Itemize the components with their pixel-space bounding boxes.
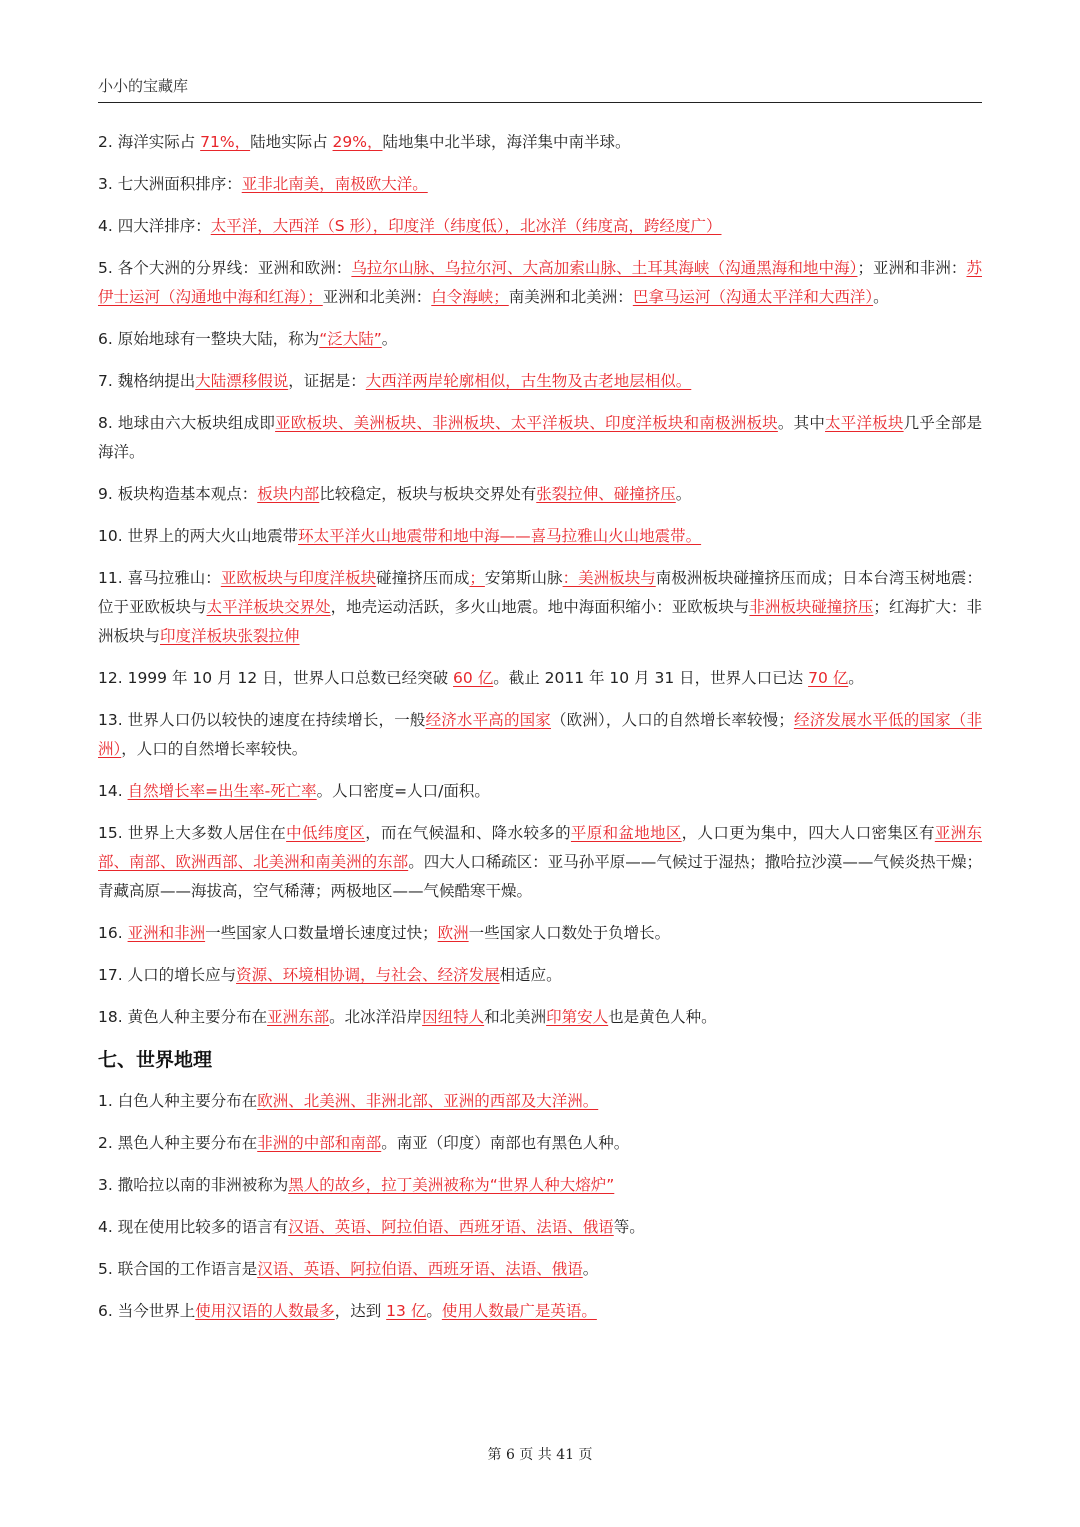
answer-highlight: 资源、环境相协调，与社会、经济发展 xyxy=(236,966,500,984)
answer-highlight: 经济发展水平低的国家（非洲） xyxy=(98,711,982,758)
answer-highlight: 太平洋板块 xyxy=(825,414,904,432)
note-text: 6. 原始地球有一整块大陆，称为 xyxy=(98,330,320,348)
note-text: 一些国家人口数处于负增长。 xyxy=(468,924,671,942)
note-text: 。人口密度=人口/面积。 xyxy=(316,782,490,800)
note-text: 5. 各个大洲的分界线：亚洲和欧洲： xyxy=(98,259,352,277)
answer-highlight: “泛大陆” xyxy=(319,330,382,348)
note-text: 碰撞挤压而成 xyxy=(376,569,470,587)
answer-highlight: 自然增长率=出生率-死亡率 xyxy=(127,782,317,800)
note-text: 和北美洲 xyxy=(484,1008,547,1026)
note-item xyxy=(98,664,982,693)
answer-highlight: 苏伊士运河（沟通地中海和红海）； xyxy=(98,259,982,306)
note-text: 1. 白色人种主要分布在 xyxy=(98,1092,258,1110)
document-body xyxy=(98,128,982,1339)
note-text: 14. xyxy=(98,782,128,800)
note-text: 也是黄色人种。 xyxy=(608,1008,717,1026)
answer-highlight: 亚欧板块、美洲板块、非洲板块、太平洋板块、印度洋板块和南极洲板块 xyxy=(275,414,778,432)
note-item xyxy=(98,1087,982,1116)
note-text: 7. 魏格纳提出 xyxy=(98,372,196,390)
note-text: 13. 世界人口仍以较快的速度在持续增长，一般 xyxy=(98,711,426,729)
note-text: 6. 当今世界上 xyxy=(98,1302,196,1320)
answer-highlight: 中低纬度区 xyxy=(286,824,366,842)
answer-highlight: 使用汉语的人数最多 xyxy=(195,1302,335,1320)
note-item xyxy=(98,1213,982,1242)
note-item xyxy=(98,128,982,157)
answer-highlight: 亚洲和非洲 xyxy=(127,924,206,942)
section-heading: 七、世界地理 xyxy=(98,1049,213,1071)
note-text: ，地壳运动活跃，多火山地震。地中海面积缩小：亚欧板块与 xyxy=(330,598,750,616)
header-title: 小小的宝藏库 xyxy=(98,77,189,95)
answer-highlight: 因纽特人 xyxy=(422,1008,485,1026)
note-item xyxy=(98,1297,982,1326)
note-text: （欧洲），人口的自然增长率较慢； xyxy=(550,711,794,729)
answer-highlight: 大陆漂移假说 xyxy=(195,372,289,390)
answer-highlight: 板块内部 xyxy=(257,485,320,503)
note-text: 。其中 xyxy=(777,414,826,432)
answer-highlight: 巴拿马运河（沟通太平洋和大西洋） xyxy=(632,288,874,306)
answer-highlight: ：美洲板块与 xyxy=(562,569,656,587)
note-text: 。 xyxy=(381,330,398,348)
note-item xyxy=(98,819,982,906)
note-text: ，人口更为集中，四大人口密集区有 xyxy=(681,824,935,842)
note-text: 3. 撒哈拉以南的非洲被称为 xyxy=(98,1176,289,1194)
answer-highlight: 欧洲、北美洲、非洲北部、亚洲的西部及大洋洲。 xyxy=(257,1092,599,1110)
note-text: 3. 七大洲面积排序： xyxy=(98,175,242,193)
note-text: ，人口的自然增长率较快。 xyxy=(121,740,308,758)
note-text: 几乎全部是海洋。 xyxy=(98,414,982,461)
note-text: 。 xyxy=(675,485,692,503)
note-text: 4. 现在使用比较多的语言有 xyxy=(98,1218,289,1236)
note-item xyxy=(98,777,982,806)
note-text: 15. 世界上大多数人居住在 xyxy=(98,824,287,842)
note-item xyxy=(98,212,982,241)
answer-highlight: 71%， xyxy=(200,133,251,151)
answer-highlight: 亚洲东部 xyxy=(267,1008,330,1026)
note-text: 。北冰洋沿岸 xyxy=(329,1008,423,1026)
answer-highlight: 太平洋板块交界处 xyxy=(206,598,331,616)
answer-highlight: 环太平洋火山地震带和地中海——喜马拉雅山火山地震带。 xyxy=(298,527,702,545)
answer-highlight: 张裂拉伸、碰撞挤压 xyxy=(536,485,676,503)
answer-highlight: 13 亿 xyxy=(386,1302,427,1320)
note-text: 5. 联合国的工作语言是 xyxy=(98,1260,258,1278)
note-text: ；亚洲和非洲： xyxy=(857,259,967,277)
answer-highlight: 太平洋，大西洋（S 形），印度洋（纬度低），北冰洋（纬度高，跨经度广） xyxy=(210,217,722,235)
answer-highlight: 汉语、英语、阿拉伯语、西班牙语、法语、俄语 xyxy=(257,1260,583,1278)
answer-highlight: 印度洋板块张裂拉伸 xyxy=(160,627,300,645)
note-text: 18. 黄色人种主要分布在 xyxy=(98,1008,268,1026)
note-item xyxy=(98,1255,982,1284)
note-item xyxy=(98,325,982,354)
page-header xyxy=(98,72,982,103)
note-text: 一些国家人口数量增长速度过快； xyxy=(205,924,438,942)
note-text: 4. 四大洋排序： xyxy=(98,217,211,235)
answer-highlight: 非洲板块碰撞挤压 xyxy=(749,598,874,616)
answer-highlight: 白令海峡； xyxy=(431,288,509,306)
note-item xyxy=(98,1129,982,1158)
answer-highlight: 亚欧板块与印度洋板块 xyxy=(220,569,377,587)
note-text: 亚洲和北美洲： xyxy=(322,288,432,306)
note-text: 。截止 2011 年 10 月 31 日，世界人口已达 xyxy=(493,669,809,687)
note-text: 。 xyxy=(848,669,864,687)
note-item xyxy=(98,254,982,312)
note-text: 16. xyxy=(98,924,128,942)
notes-list-part1 xyxy=(98,128,982,1032)
note-item xyxy=(98,1003,982,1032)
answer-highlight: 亚非北南美，南极欧大洋。 xyxy=(241,175,428,193)
note-text: 2. 黑色人种主要分布在 xyxy=(98,1134,258,1152)
note-text: 南美洲和北美洲： xyxy=(508,288,633,306)
note-text: 安第斯山脉 xyxy=(484,569,563,587)
note-item xyxy=(98,367,982,396)
note-text: 。 xyxy=(582,1260,599,1278)
note-text: 17. 人口的增长应与 xyxy=(98,966,237,984)
note-text: 。南亚（印度）南部也有黑色人种。 xyxy=(381,1134,630,1152)
note-text: 陆地集中北半球，海洋集中南半球。 xyxy=(382,133,631,151)
note-item xyxy=(98,961,982,990)
note-text: 。 xyxy=(873,288,889,306)
answer-highlight: 经济水平高的国家 xyxy=(425,711,551,729)
answer-highlight: 大西洋两岸轮廓相似，古生物及古老地层相似。 xyxy=(365,372,692,390)
answer-highlight: 亚洲东部、南部、欧洲西部、北美洲和南美洲的东部 xyxy=(98,824,982,871)
note-text: 。四大人口稀疏区：亚马孙平原——气候过于湿热；撒哈拉沙漠——气候炎热干燥；青藏高原——海拔高，空气稀薄；两极地区——气候酷寒干燥。 xyxy=(98,853,982,900)
note-item xyxy=(98,170,982,199)
note-text: 11. 喜马拉雅山： xyxy=(98,569,221,587)
note-item xyxy=(98,1171,982,1200)
note-item xyxy=(98,409,982,467)
answer-highlight: 使用人数最广是英语。 xyxy=(441,1302,597,1320)
answer-highlight: 60 亿 xyxy=(453,669,494,687)
note-item xyxy=(98,919,982,948)
note-text: 相适应。 xyxy=(499,966,562,984)
note-text: 2. 海洋实际占 xyxy=(98,133,201,151)
answer-highlight: 29%， xyxy=(332,133,383,151)
note-text: 陆地实际占 xyxy=(250,133,333,151)
answer-highlight: 汉语、英语、阿拉伯语、西班牙语、法语、俄语 xyxy=(288,1218,614,1236)
note-item xyxy=(98,564,982,651)
page-footer xyxy=(0,1444,1080,1464)
note-text: 比较稳定，板块与板块交界处有 xyxy=(319,485,537,503)
answer-highlight: 非洲的中部和南部 xyxy=(257,1134,382,1152)
answer-highlight: 印第安人 xyxy=(546,1008,609,1026)
note-text: 8. 地球由六大板块组成即 xyxy=(98,414,276,432)
notes-list-part2 xyxy=(98,1087,982,1326)
answer-highlight: 乌拉尔山脉、乌拉尔河、大高加索山脉、土耳其海峡（沟通黑海和地中海） xyxy=(351,259,858,277)
note-text: 等。 xyxy=(613,1218,645,1236)
answer-highlight: ； xyxy=(469,569,485,587)
note-text: ，证据是： xyxy=(288,372,366,390)
note-text: ；红海扩大：非洲板块与 xyxy=(98,598,982,645)
note-text: 10. 世界上的两大火山地震带 xyxy=(98,527,299,545)
page-number: 第 6 页 共 41 页 xyxy=(487,1447,593,1463)
note-text: 12. 1999 年 10 月 12 日，世界人口总数已经突破 xyxy=(98,669,454,687)
note-text: ，而在气候温和、降水较多的 xyxy=(365,824,571,842)
note-text: 。 xyxy=(426,1302,442,1320)
note-item xyxy=(98,522,982,551)
answer-highlight: 平原和盆地地区 xyxy=(570,824,682,842)
answer-highlight: 欧洲 xyxy=(437,924,469,942)
note-item xyxy=(98,480,982,509)
note-text: ，达到 xyxy=(334,1302,387,1320)
note-text: 9. 板块构造基本观点： xyxy=(98,485,258,503)
note-text: 南极洲板块碰撞挤压而成；日本台湾玉树地震：位于亚欧板块与 xyxy=(98,569,982,616)
answer-highlight: 70 亿 xyxy=(808,669,849,687)
note-item xyxy=(98,706,982,764)
answer-highlight: 黑人的故乡，拉丁美洲被称为“世界人种大熔炉” xyxy=(288,1176,615,1194)
